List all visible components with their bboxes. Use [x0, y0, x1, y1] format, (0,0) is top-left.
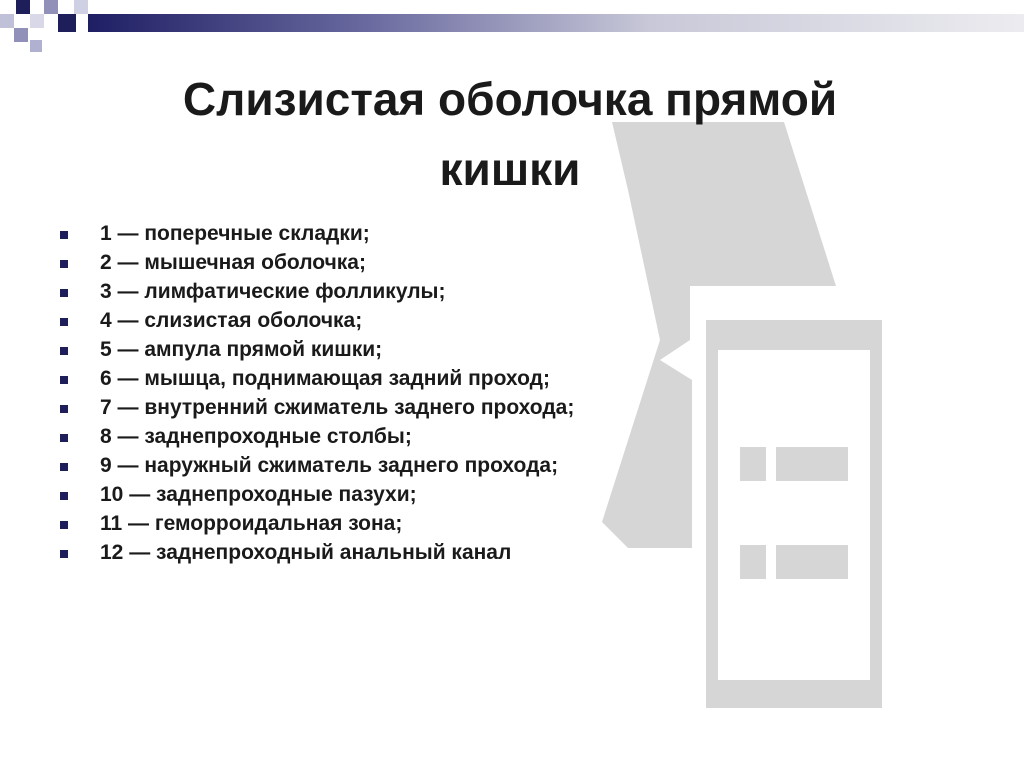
list-item — [60, 396, 580, 420]
list-item-text: 9 — наружный сжиматель заднего прохода; — [100, 454, 559, 477]
legend-list — [60, 222, 580, 570]
bullet-icon — [60, 463, 68, 471]
list-item — [60, 541, 580, 565]
list-item — [60, 512, 580, 536]
list-item-text: 6 — мышца, поднимающая задний проход; — [100, 367, 550, 390]
list-item-text: 4 — слизистая оболочка; — [100, 309, 363, 332]
list-item — [60, 483, 580, 507]
bullet-icon — [60, 492, 68, 500]
list-item-text: 1 — поперечные складки; — [100, 222, 370, 245]
list-item-text: 8 — заднепроходные столбы; — [100, 425, 412, 448]
list-item-text: 5 — ампула прямой кишки; — [100, 338, 383, 361]
list-item-text: 12 — заднепроходный анальный канал — [100, 541, 512, 564]
bullet-icon — [60, 289, 68, 297]
bullet-icon — [60, 347, 68, 355]
slide-title — [60, 64, 960, 204]
list-item — [60, 425, 580, 449]
bullet-icon — [60, 550, 68, 558]
list-item — [60, 280, 580, 304]
list-item — [60, 338, 580, 362]
list-item-text: 2 — мышечная оболочка; — [100, 251, 366, 274]
bullet-icon — [60, 434, 68, 442]
list-item — [60, 367, 580, 391]
list-item-text: 7 — внутренний сжиматель заднего прохода; — [100, 396, 575, 419]
list-item — [60, 251, 580, 275]
list-item-text: 3 — лимфатические фолликулы; — [100, 280, 446, 303]
title-line-1: Слизистая оболочка прямой — [182, 73, 838, 125]
bullet-icon — [60, 260, 68, 268]
bullet-icon — [60, 231, 68, 239]
bullet-icon — [60, 318, 68, 326]
list-item — [60, 222, 580, 246]
title-line-2: кишки — [439, 143, 581, 195]
bullet-icon — [60, 376, 68, 384]
bullet-icon — [60, 405, 68, 413]
list-item — [60, 454, 580, 478]
bullet-icon — [60, 521, 68, 529]
list-item-text: 10 — заднепроходные пазухи; — [100, 483, 417, 506]
list-item-text: 11 — геморроидальная зона; — [100, 512, 403, 535]
list-item — [60, 309, 580, 333]
